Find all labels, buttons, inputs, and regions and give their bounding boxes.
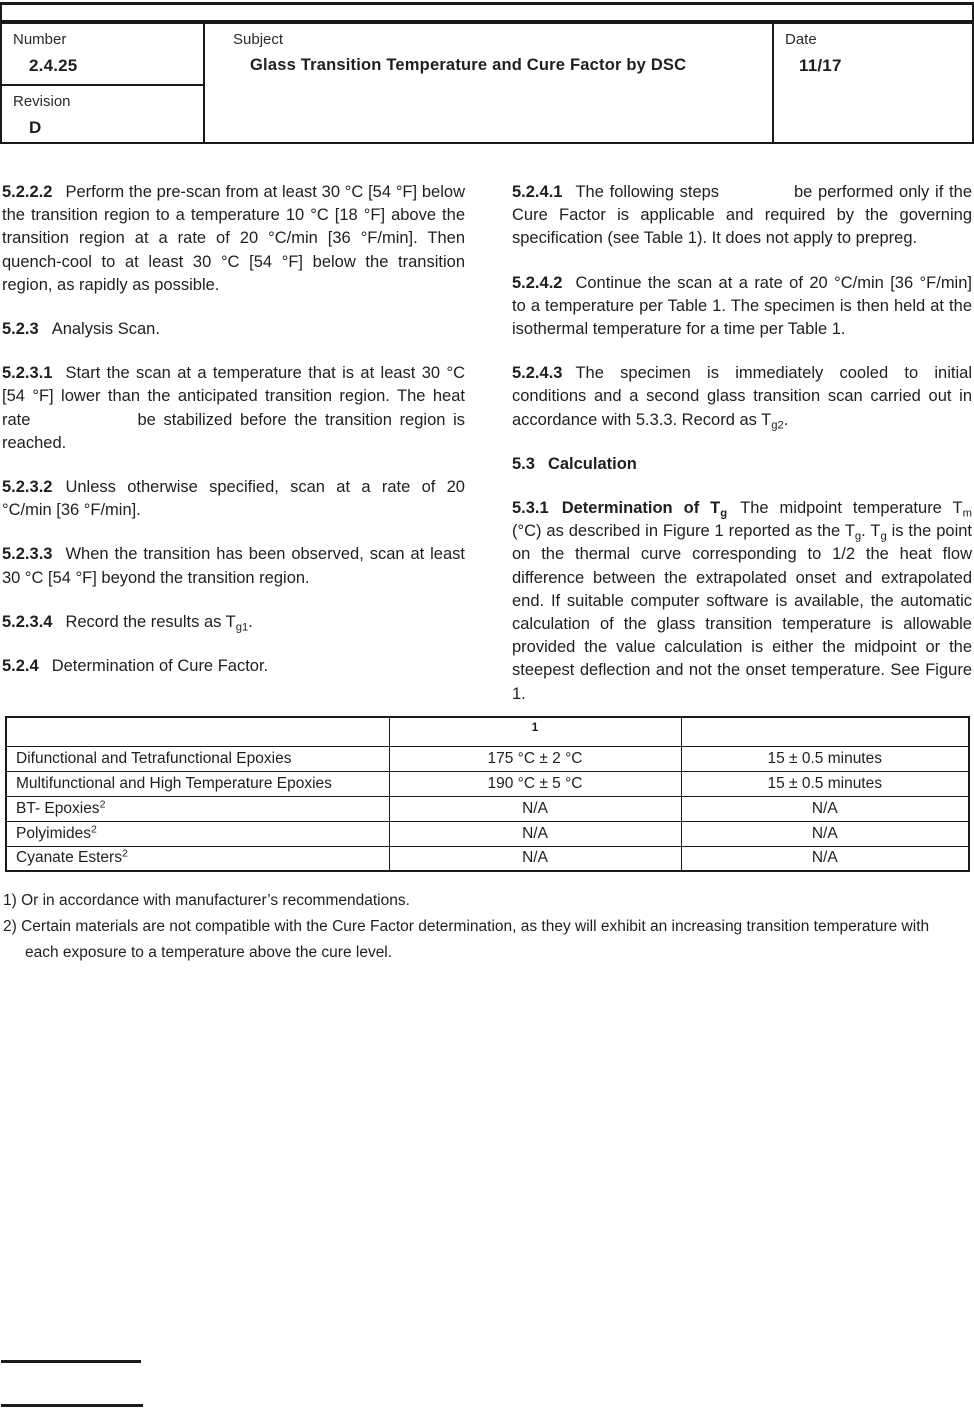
section-text: Unless otherwise specified, scan at a rate of 20 °C/min [36 °F/min]. <box>2 478 465 520</box>
table-row <box>6 796 969 821</box>
section-number: 5.2.3.1 <box>2 364 53 383</box>
subject-title: Glass Transition Temperature and Cure Factor by DSC <box>250 56 687 74</box>
section-number: 5.2.4.1 <box>512 183 563 201</box>
table-footnotes <box>3 888 953 966</box>
document-header <box>0 22 974 144</box>
time-cell: 15 ± 0.5 minutes <box>681 746 969 771</box>
section-text: Perform the pre-scan from at least 30 °C [54 °F] below the transition region to a temperature 10 °C [18 °F] above the transition region at a rate of 20 °C/min [36 °F/min]. Then quench-cool to at least 30 °C [54 °F] below the transition region, as rapidly as possible. <box>2 183 465 294</box>
footnote: 2) Certain materials are not compatible with the Cure Factor determination, as they will exhibit an increasing transition temperature with each exposure to a temperature above the cure level. <box>3 918 930 961</box>
table-row <box>6 821 969 846</box>
table-footnote-marker: 1 <box>531 720 539 734</box>
section-paragraph <box>2 611 465 634</box>
section-number: 5.3.1 <box>512 499 549 518</box>
section-text: Analysis Scan. <box>51 320 160 339</box>
footnote-rule <box>1 1404 143 1407</box>
section-text: Record the results as $T_{g1}$. <box>65 612 253 634</box>
section-text: When the transition has been observed, scan at least 30 °C [54 °F] beyond the transition region. <box>2 545 465 587</box>
material-cell: Polyimides$^2$ <box>6 821 389 846</box>
materials-table <box>5 716 970 872</box>
footnote-rule <box>1 1360 141 1363</box>
section-text: The midpoint temperature $T_m$ (°C) as described in Figure 1 reported as the $T_g$. $T_g$ is the point on the thermal curve corresponding to 1/2 the heat flow difference between the extrapolated onset and extrapolated end. If suitable computer software is available, the automatic calculation of the glass transition temperature is allowable provided the value calculation is either the midpoint or the steepest deflection and not the onset temperature. See Figure 1. <box>512 499 973 703</box>
revision-value: D <box>29 118 42 137</box>
section-number: 5.2.4.2 <box>512 273 563 292</box>
section-number: 5.2.3 <box>2 320 39 339</box>
body-left-column <box>2 181 465 699</box>
section-number: 5.2.3.3 <box>2 545 53 564</box>
section-heading: Calculation <box>547 454 637 473</box>
section-number: 5.2.3.2 <box>2 478 53 497</box>
section-paragraph <box>2 655 465 678</box>
section-number: 5.2.4.3 <box>512 364 563 383</box>
header-cell-time <box>681 717 969 746</box>
section-paragraph <box>512 181 972 251</box>
section-paragraph <box>512 272 972 342</box>
section-number: 5.3 <box>512 454 535 473</box>
table-row <box>6 746 969 771</box>
body-right-column <box>512 181 972 727</box>
table-row <box>6 771 969 796</box>
time-cell: 15 ± 0.5 minutes <box>681 771 969 796</box>
subject-label: Subject <box>233 31 284 48</box>
time-cell: N/A <box>681 846 969 871</box>
section-paragraph <box>2 318 465 341</box>
time-cell: N/A <box>681 796 969 821</box>
number-label: Number <box>13 31 67 48</box>
section-paragraph <box>512 362 972 432</box>
section-paragraph <box>512 497 972 706</box>
section-paragraph <box>512 453 972 476</box>
temperature-cell: 190 °C ± 5 °C <box>389 771 681 796</box>
number-value: 2.4.25 <box>29 56 78 75</box>
number-cell <box>2 24 203 86</box>
table-row <box>6 846 969 871</box>
date-cell <box>774 24 972 142</box>
material-cell: Difunctional and Tetrafunctional Epoxies <box>6 746 389 771</box>
section-text: The specimen is immediately cooled to initial conditions and a second glass transition scan carried out in accordance with 5.3.3. Record as $T_{g2}$. <box>512 364 972 431</box>
section-paragraph <box>2 181 465 297</box>
temperature-cell: 175 °C ± 2 °C <box>389 746 681 771</box>
revision-cell <box>2 86 203 142</box>
header-cell-material <box>6 717 389 746</box>
header-left-column <box>2 24 205 142</box>
table-header-row <box>6 717 969 746</box>
revision-label: Revision <box>13 93 71 110</box>
section-paragraph <box>2 543 465 589</box>
subject-cell <box>205 24 774 142</box>
section-heading: Determination of $T_g$ <box>561 499 728 520</box>
header-cell-temperature <box>389 717 681 746</box>
header-top-strip <box>0 2 974 22</box>
section-text: Continue the scan at a rate of 20 °C/min [36 °F/min] to a temperature per Table 1. The specimen is then held at the isothermal temperature for a time per Table 1. <box>512 273 972 339</box>
section-number: 5.2.2.2 <box>2 183 53 201</box>
temperature-cell: N/A <box>389 821 681 846</box>
date-label: Date <box>785 31 817 48</box>
section-text: Start the scan at a temperature that is at least 30 °C [54 °F] lower than the anticipated transition region. The heat rate be stabilized before the transition region is reached. <box>2 364 465 452</box>
temperature-cell: N/A <box>389 846 681 871</box>
section-number: 5.2.3.4 <box>2 612 53 631</box>
section-text: The following steps be performed only if the Cure Factor is applicable and required by the governing specification (see Table 1). It does not apply to prepreg. <box>512 183 972 248</box>
section-paragraph <box>2 362 465 455</box>
material-cell: Cyanate Esters$^2$ <box>6 846 389 871</box>
section-number: 5.2.4 <box>2 657 39 676</box>
material-cell: BT- Epoxies$^2$ <box>6 796 389 821</box>
section-text: Determination of Cure Factor. <box>51 657 269 676</box>
footnote: 1) Or in accordance with manufacturer’s recommendations. <box>3 892 410 909</box>
section-paragraph <box>2 476 465 522</box>
material-cell: Multifunctional and High Temperature Epoxies <box>6 771 389 796</box>
time-cell: N/A <box>681 821 969 846</box>
date-value: 11/17 <box>799 56 842 75</box>
temperature-cell: N/A <box>389 796 681 821</box>
